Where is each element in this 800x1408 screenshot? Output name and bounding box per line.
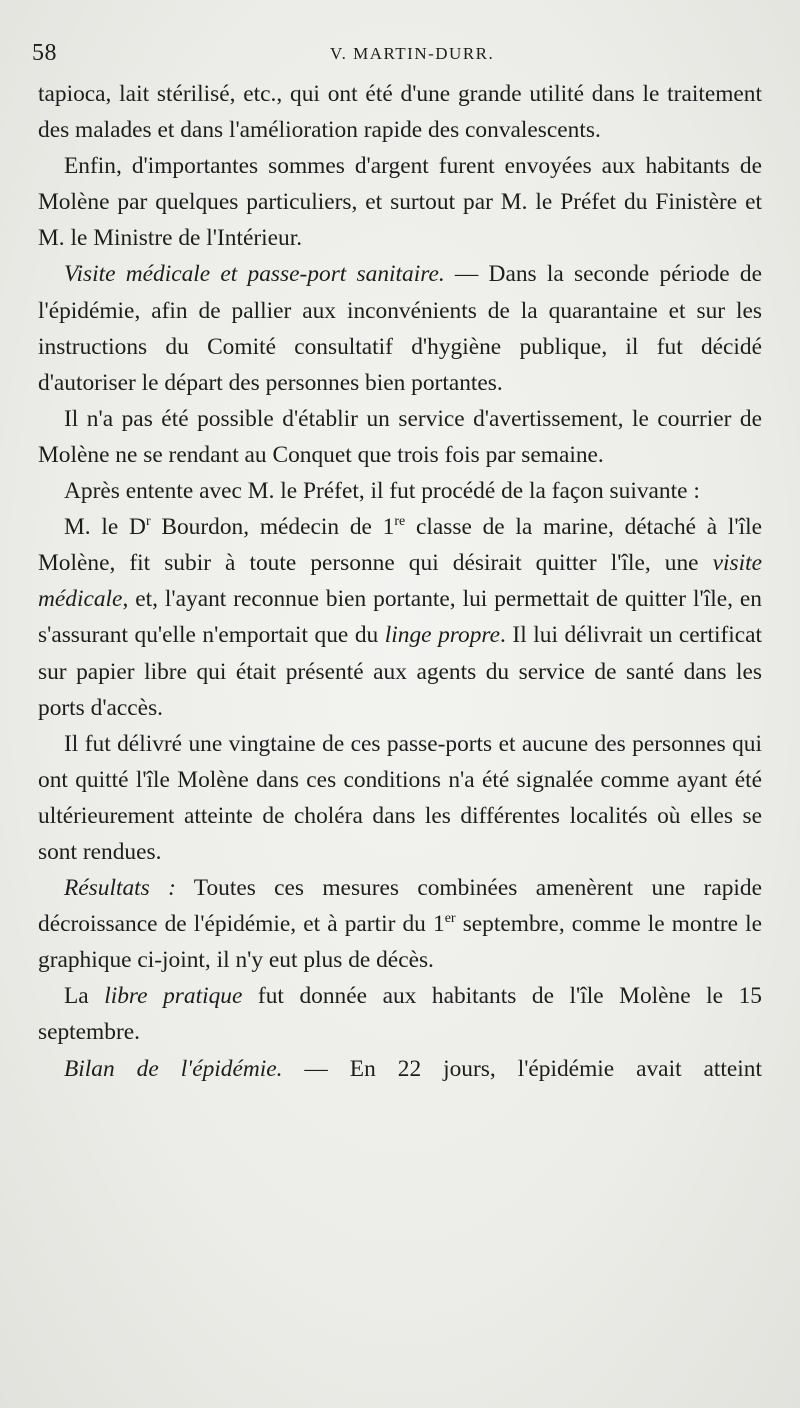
paragraph: Résultats : Toutes ces mesures combinées amenèrent une rapide décroissance de l'épidémie, et à partir du 1er septembre, comme le montre le graphique ci-joint, il n'y eut plus de décès. xyxy=(38,875,762,974)
section-title: Résultats : xyxy=(64,875,176,902)
paragraph: La libre pratique fut donnée aux habitants de l'île Molène le 15 septembre. xyxy=(38,983,762,1046)
paragraph: tapioca, lait stérilisé, etc., qui ont été d'une grande utilité dans le traitement des malades et dans l'amélioration rapide des convalescents. xyxy=(38,81,762,144)
body-text xyxy=(38,76,762,1087)
paragraph: Enfin, d'importantes sommes d'argent furent envoyées aux habitants de Molène par quelques particuliers, et surtout par M. le Préfet du Finistère et M. le Ministre de l'Intérieur. xyxy=(38,153,762,252)
running-head: V. MARTIN-DURR. xyxy=(330,44,495,63)
paragraph: Après entente avec M. le Préfet, il fut procédé de la façon suivante : xyxy=(64,478,700,505)
section-title: Bilan de l'épidémie. xyxy=(64,1055,283,1082)
page-header xyxy=(32,40,760,70)
paragraph: Il n'a pas été possible d'établir un service d'avertissement, le courrier de Molène ne se rendant au Conquet que trois fois par semaine. xyxy=(38,405,762,468)
section-title: Visite médicale et passe-port sanitaire. xyxy=(64,261,445,288)
paragraph: Il fut délivré une vingtaine de ces passe-ports et aucune des personnes qui ont quitté l'île Molène dans ces conditions n'a été signalée comme ayant été ultérieurement atteinte de choléra dans les différentes localités où elles se sont rendues. xyxy=(38,730,762,865)
paragraph: Visite médicale et passe-port sanitaire. — Dans la seconde période de l'épidémie, afin de pallier aux inconvénients de la quarantaine et sur les instructions du Comité consultatif d'hygiène publique, il fut décidé d'autoriser le départ des personnes bien portantes. xyxy=(38,261,762,396)
paragraph: M. le $D^r$ Bourdon, médecin de 1re classe de la marine, détaché à l'île Molène, fit subir à toute personne qui désirait quitter l'île, une visite médicale, et, l'ayant reconnue bien portante, lui permettait de quitter l'île, en s'assurant qu'elle n'emportait que du linge propre. Il lui délivrait un certificat sur papier libre qui était présenté aux agents du service de santé dans les ports d'accès. xyxy=(38,514,763,721)
paragraph: Bilan de l'épidémie. — En 22 jours, l'épidémie avait atteint xyxy=(64,1055,762,1082)
page-number: 58 xyxy=(32,40,57,66)
